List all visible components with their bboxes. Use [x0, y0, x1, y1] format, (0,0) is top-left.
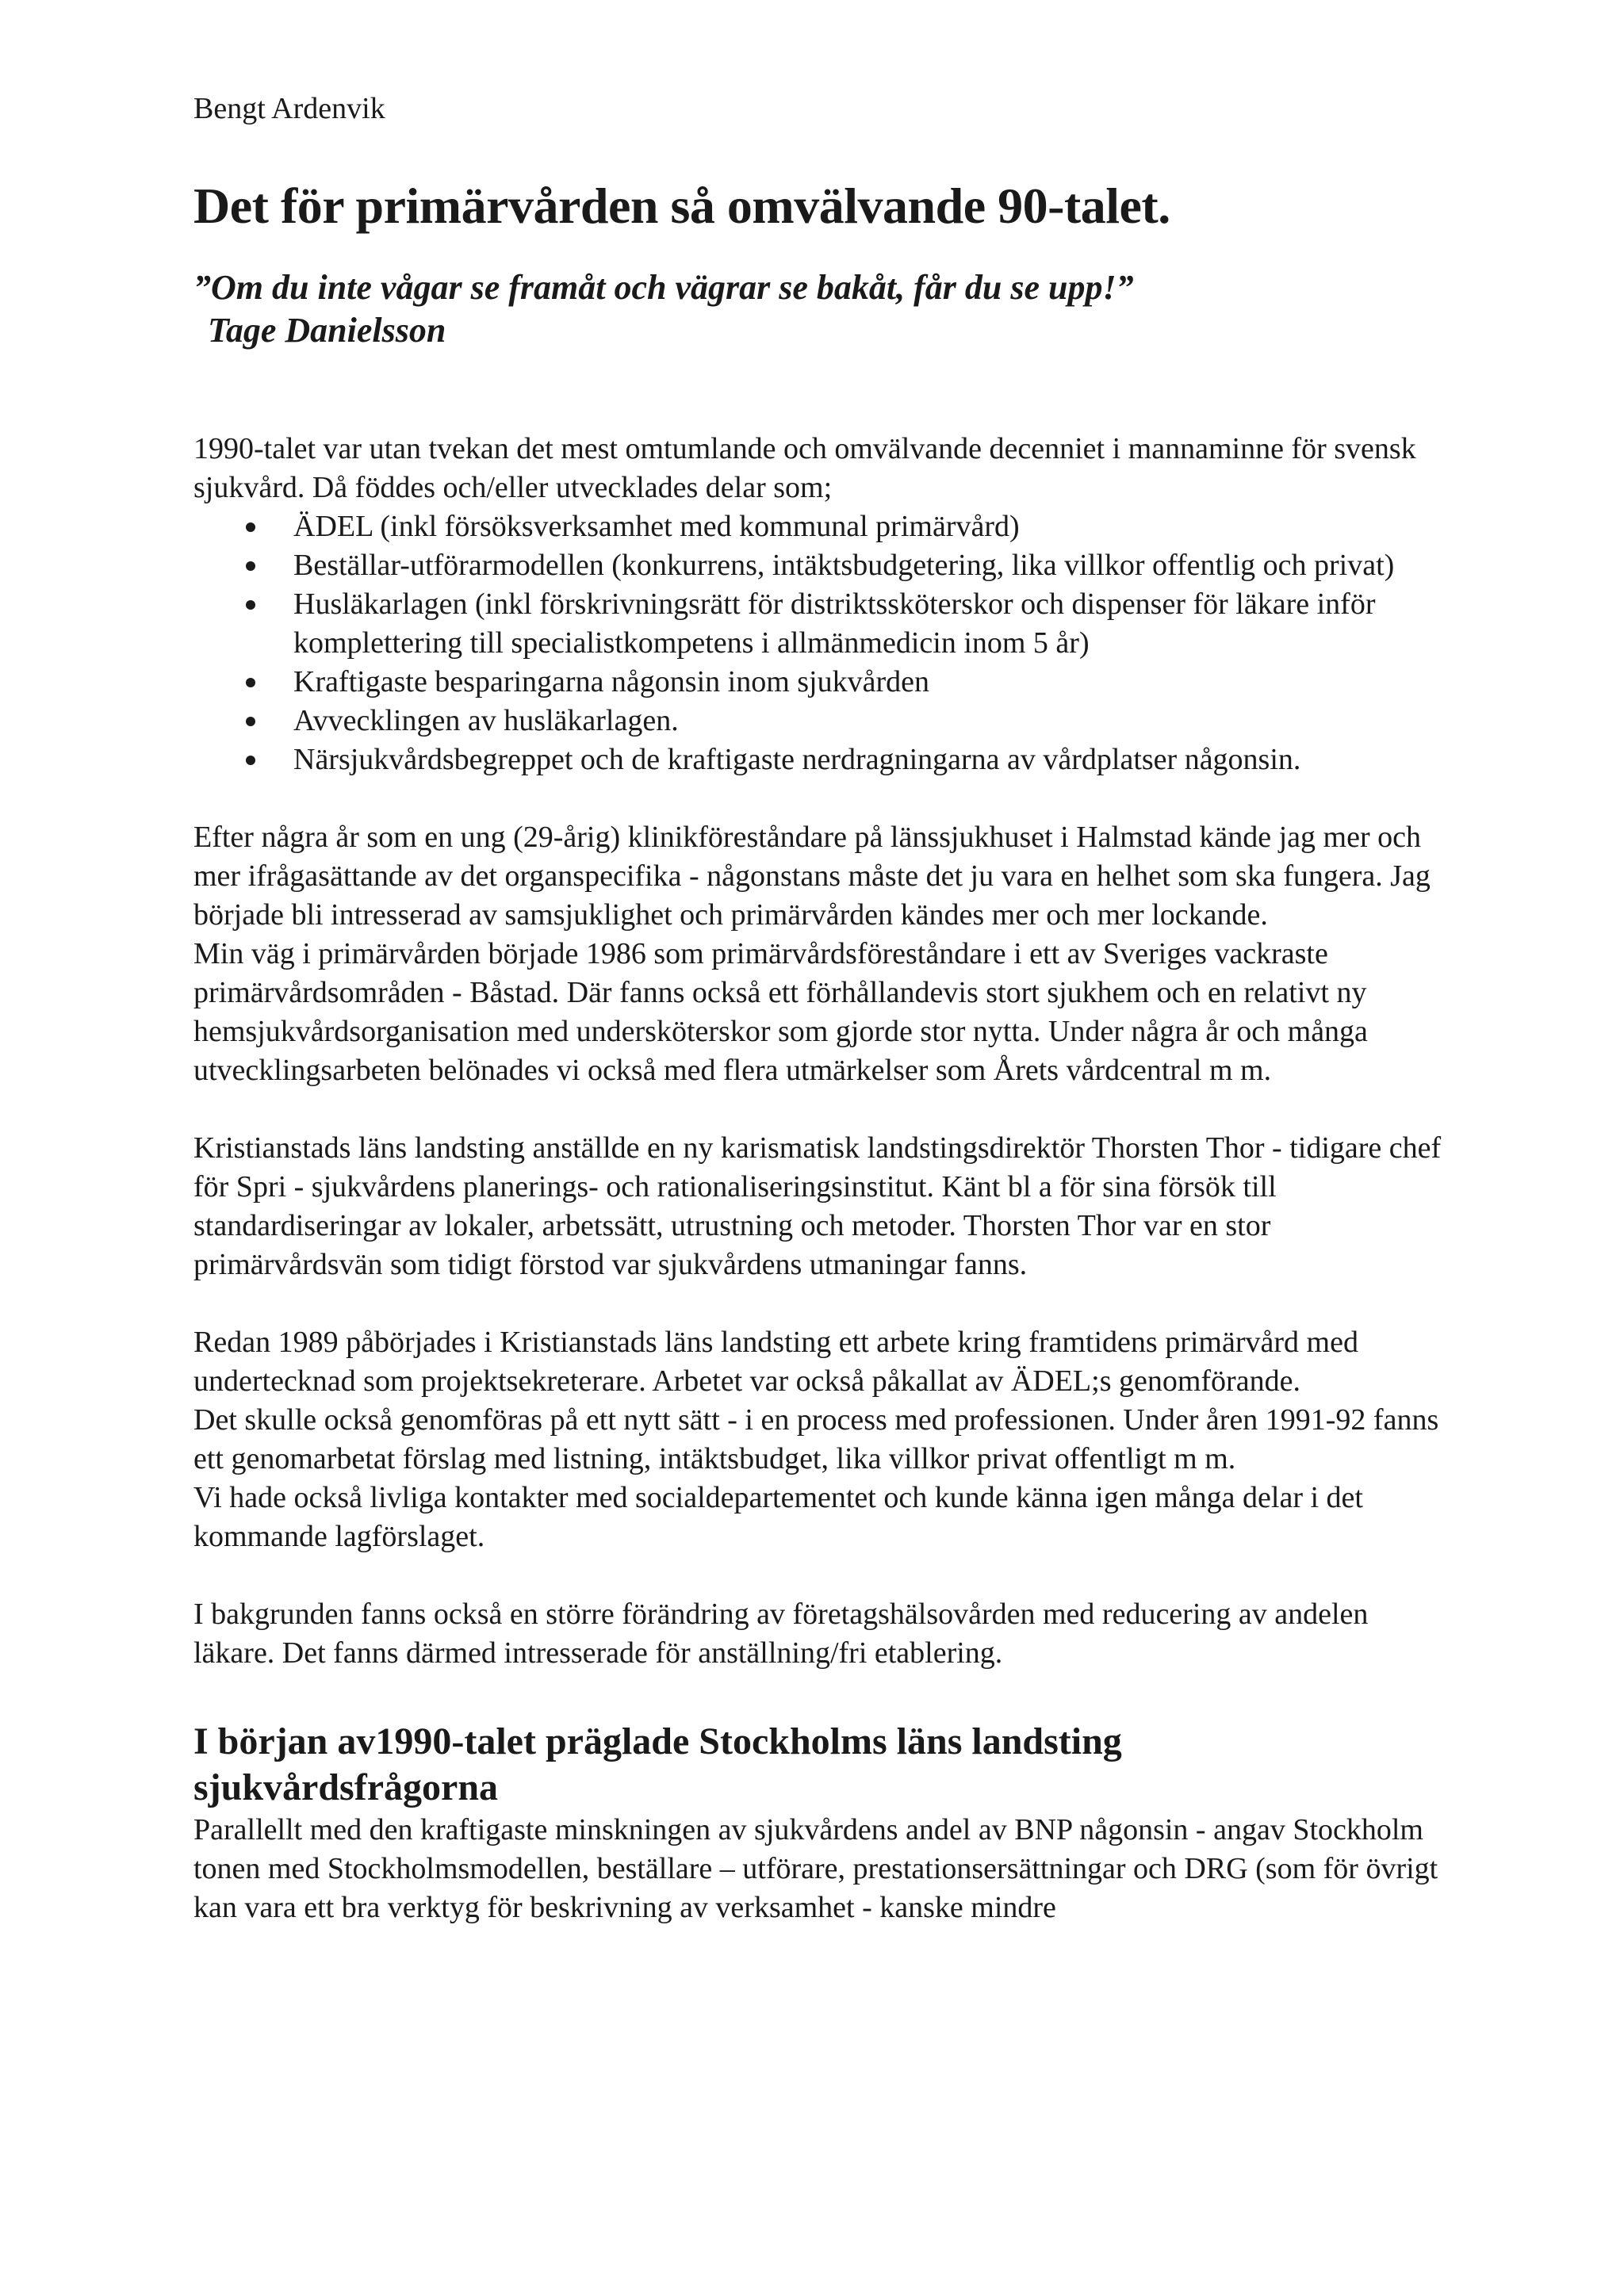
- bullet-icon: [246, 717, 255, 726]
- list-item-text: Husläkarlagen (inkl förskrivningsrätt för distriktssköterskor och dispenser för läkare inför komplettering till specialistkompetens i allmänmedicin inom 5 år): [293, 587, 1376, 660]
- paragraph-process: Det skulle också genomföras på ett nytt sätt - i en process med professionen. Under åren 1991-92 fanns ett genomarbetat förslag med listning, intäktsbudget, lika villkor privat offentligt m m.: [193, 1403, 1439, 1475]
- page-title: Det för primärvården så omvälvande 90-talet.: [193, 178, 1170, 234]
- bullet-list: [193, 507, 1446, 779]
- bullet-icon: [246, 561, 255, 571]
- paragraph-background: I bakgrunden fanns också en större förändring av företagshälsovården med reducering av andelen läkare. Det fanns därmed intresserade för anställning/fri etablering.: [193, 1598, 1369, 1670]
- list-item-text: ÄDEL (inkl försöksverksamhet med kommunal primärvård): [293, 510, 1020, 543]
- paragraph-kristianstad: Kristianstads läns landsting anställde en ny karismatisk landstingsdirektör Thorsten Thor - tidigare chef för Spri - sjukvårdens planerings- och rationaliseringsinstitut. Känt bl a för sina försök till standardiseringar av lokaler, arbetssätt, utrustning och metoder. Thorsten Thor var en stor primärvårdsvän som tidigt förstod var sjukvårdens utmaningar fanns.: [193, 1131, 1442, 1281]
- list-item: [193, 546, 1446, 585]
- bullet-icon: [246, 600, 255, 610]
- bullet-icon: [246, 522, 255, 532]
- list-item: [193, 507, 1446, 546]
- paragraph-contacts: Vi hade också livliga kontakter med socialdepartementet och kunde känna igen många delar i det kommande lagförslaget.: [193, 1481, 1363, 1553]
- epigraph-author: Tage Danielsson: [208, 311, 446, 350]
- epigraph-quote: ”Om du inte vågar se framåt och vägrar se bakåt, får du se upp!”: [193, 268, 1134, 307]
- list-item: [193, 663, 1446, 702]
- list-item-text: Beställar-utförarmodellen (konkurrens, intäktsbudgetering, lika villkor offentlig och privat): [293, 549, 1395, 582]
- paragraph-bastad: Min väg i primärvården började 1986 som primärvårdsföreståndare i ett av Sveriges vackraste primärvårdsområden - Båstad. Där fanns också ett förhållandevis stort sjukhem och en relativt ny hemsjukvårdsorganisation med undersköterskor som gjorde stor nytta. Under några år och många utvecklingsarbeten belönades vi också med flera utmärkelser som Årets vårdcentral m m.: [193, 937, 1368, 1087]
- author-name: Bengt Ardenvik: [193, 92, 385, 125]
- list-item: [193, 740, 1446, 779]
- list-item-text: Avvecklingen av husläkarlagen.: [293, 704, 679, 737]
- paragraph-1989: Redan 1989 påbörjades i Kristianstads läns landsting ett arbete kring framtidens primärvård med undertecknad som projektsekreterare. Arbetet var också påkallat av ÄDEL;s genomförande.: [193, 1326, 1358, 1398]
- section-heading: I början av1990-talet präglade Stockholms läns landsting sjukvårdsfrågorna: [193, 1720, 1122, 1808]
- bullet-icon: [246, 678, 255, 687]
- paragraph-halmstad: Efter några år som en ung (29-årig) klinikföreståndare på länssjukhuset i Halmstad kände jag mer och mer ifrågasättande av det organspecifika - någonstans måste det ju vara en helhet som ska fungera. Jag började bli intresserad av samsjuklighet och primärvården kändes mer och mer lockande.: [193, 821, 1431, 932]
- list-item: [193, 585, 1446, 663]
- bullet-icon: [246, 756, 255, 765]
- list-item: [193, 702, 1446, 740]
- document-page: [193, 89, 1446, 1927]
- intro-paragraph: 1990-talet var utan tvekan det mest omtumlande och omvälvande decenniet i mannaminne för svensk sjukvård. Då föddes och/eller utvecklades delar som;: [193, 432, 1416, 504]
- list-item-text: Närsjukvårdsbegreppet och de kraftigaste nerdragningarna av vårdplatser någonsin.: [293, 743, 1301, 776]
- list-item-text: Kraftigaste besparingarna någonsin inom sjukvården: [293, 665, 929, 698]
- section-paragraph: Parallellt med den kraftigaste minskningen av sjukvårdens andel av BNP någonsin - angav Stockholm tonen med Stockholmsmodellen, beställare – utförare, prestationsersättningar och DRG (som för övrigt kan vara ett bra verktyg för beskrivning av verksamhet - kanske mindre: [193, 1813, 1438, 1924]
